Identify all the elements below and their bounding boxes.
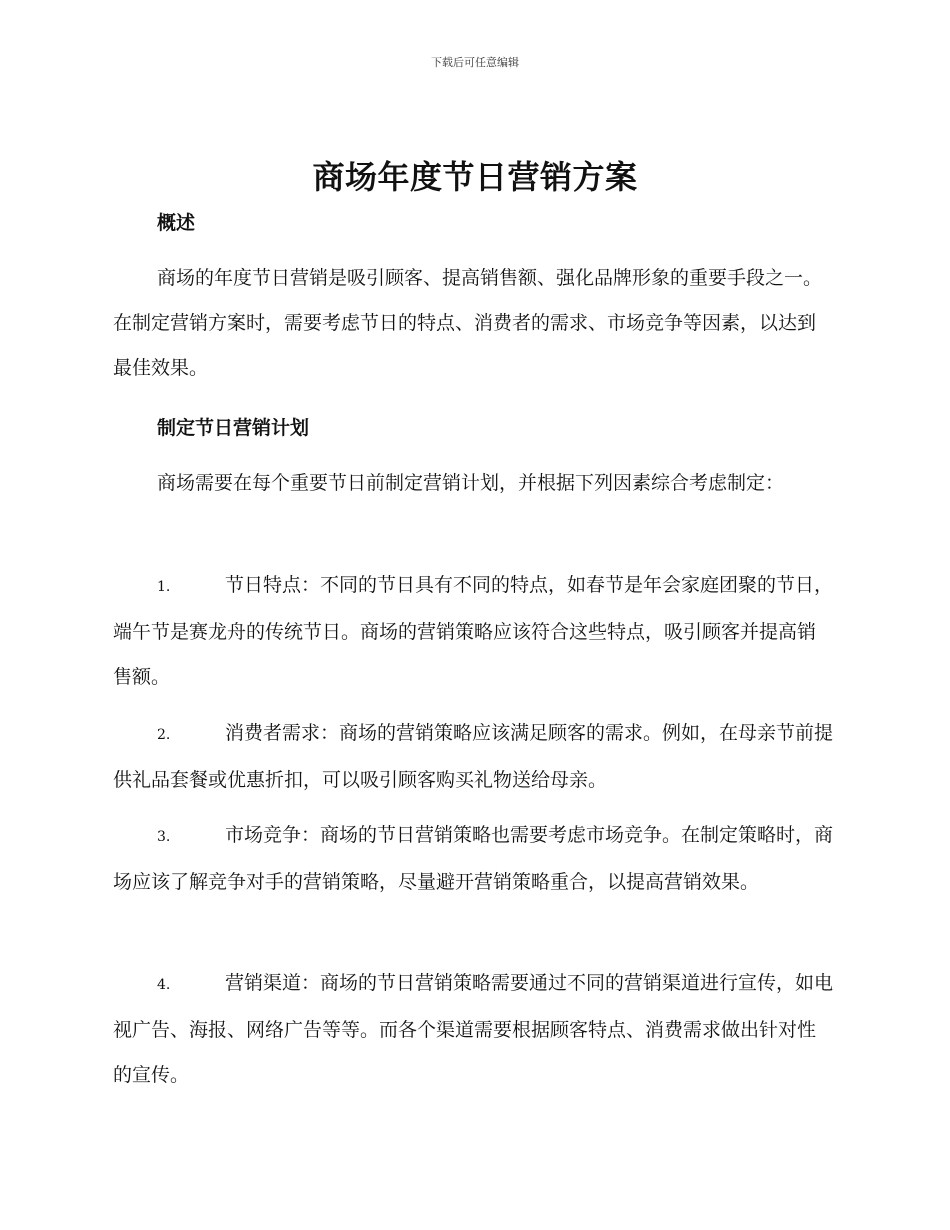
document-title: 商场年度节日营销方案: [312, 158, 638, 196]
list-item-text: 消费者需求：商场的营销策略应该满足顾客的需求。例如，在母亲节前提供礼品套餐或优惠折扣，可以吸引顾客购买礼物送给母亲。: [113, 722, 834, 791]
section-heading-plan: 制定节日营销计划: [157, 417, 310, 439]
plan-intro-paragraph: 商场需要在每个重要节日前制定营销计划，并根据下列因素综合考虑制定：: [157, 472, 785, 494]
list-item: [113, 563, 833, 700]
list-item-text: 市场竞争：商场的节日营销策略也需要考虑市场竞争。在制定策略时，商场应该了解竞争对手的营销策略，尽量避开营销策略重合，以提高营销效果。: [113, 824, 834, 893]
list-item-number: 2.: [157, 727, 171, 743]
list-item-text: 节日特点：不同的节日具有不同的特点，如春节是年会家庭团聚的节日，端午节是赛龙舟的传统节日。商场的营销策略应该符合这些特点，吸引顾客并提高销售额。: [113, 574, 834, 688]
list-item-number: 1.: [157, 579, 171, 595]
list-item: [113, 711, 833, 803]
section-heading-overview: 概述: [157, 212, 196, 234]
list-item: [113, 961, 833, 1098]
list-item-number: 3.: [157, 829, 171, 845]
list-item: [113, 813, 833, 905]
list-item-number: 4.: [157, 977, 171, 993]
header-note: 下载后可任意编辑: [431, 56, 519, 69]
list-item-text: 营销渠道：商场的节日营销策略需要通过不同的营销渠道进行宣传，如电视广告、海报、网络广告等等。而各个渠道需要根据顾客特点、消费需求做出针对性的宣传。: [113, 972, 834, 1086]
overview-paragraph: 商场的年度节日营销是吸引顾客、提高销售额、强化品牌形象的重要手段之一。在制定营销方案时，需要考虑节日的特点、消费者的需求、市场竞争等因素，以达到最佳效果。: [113, 267, 823, 379]
